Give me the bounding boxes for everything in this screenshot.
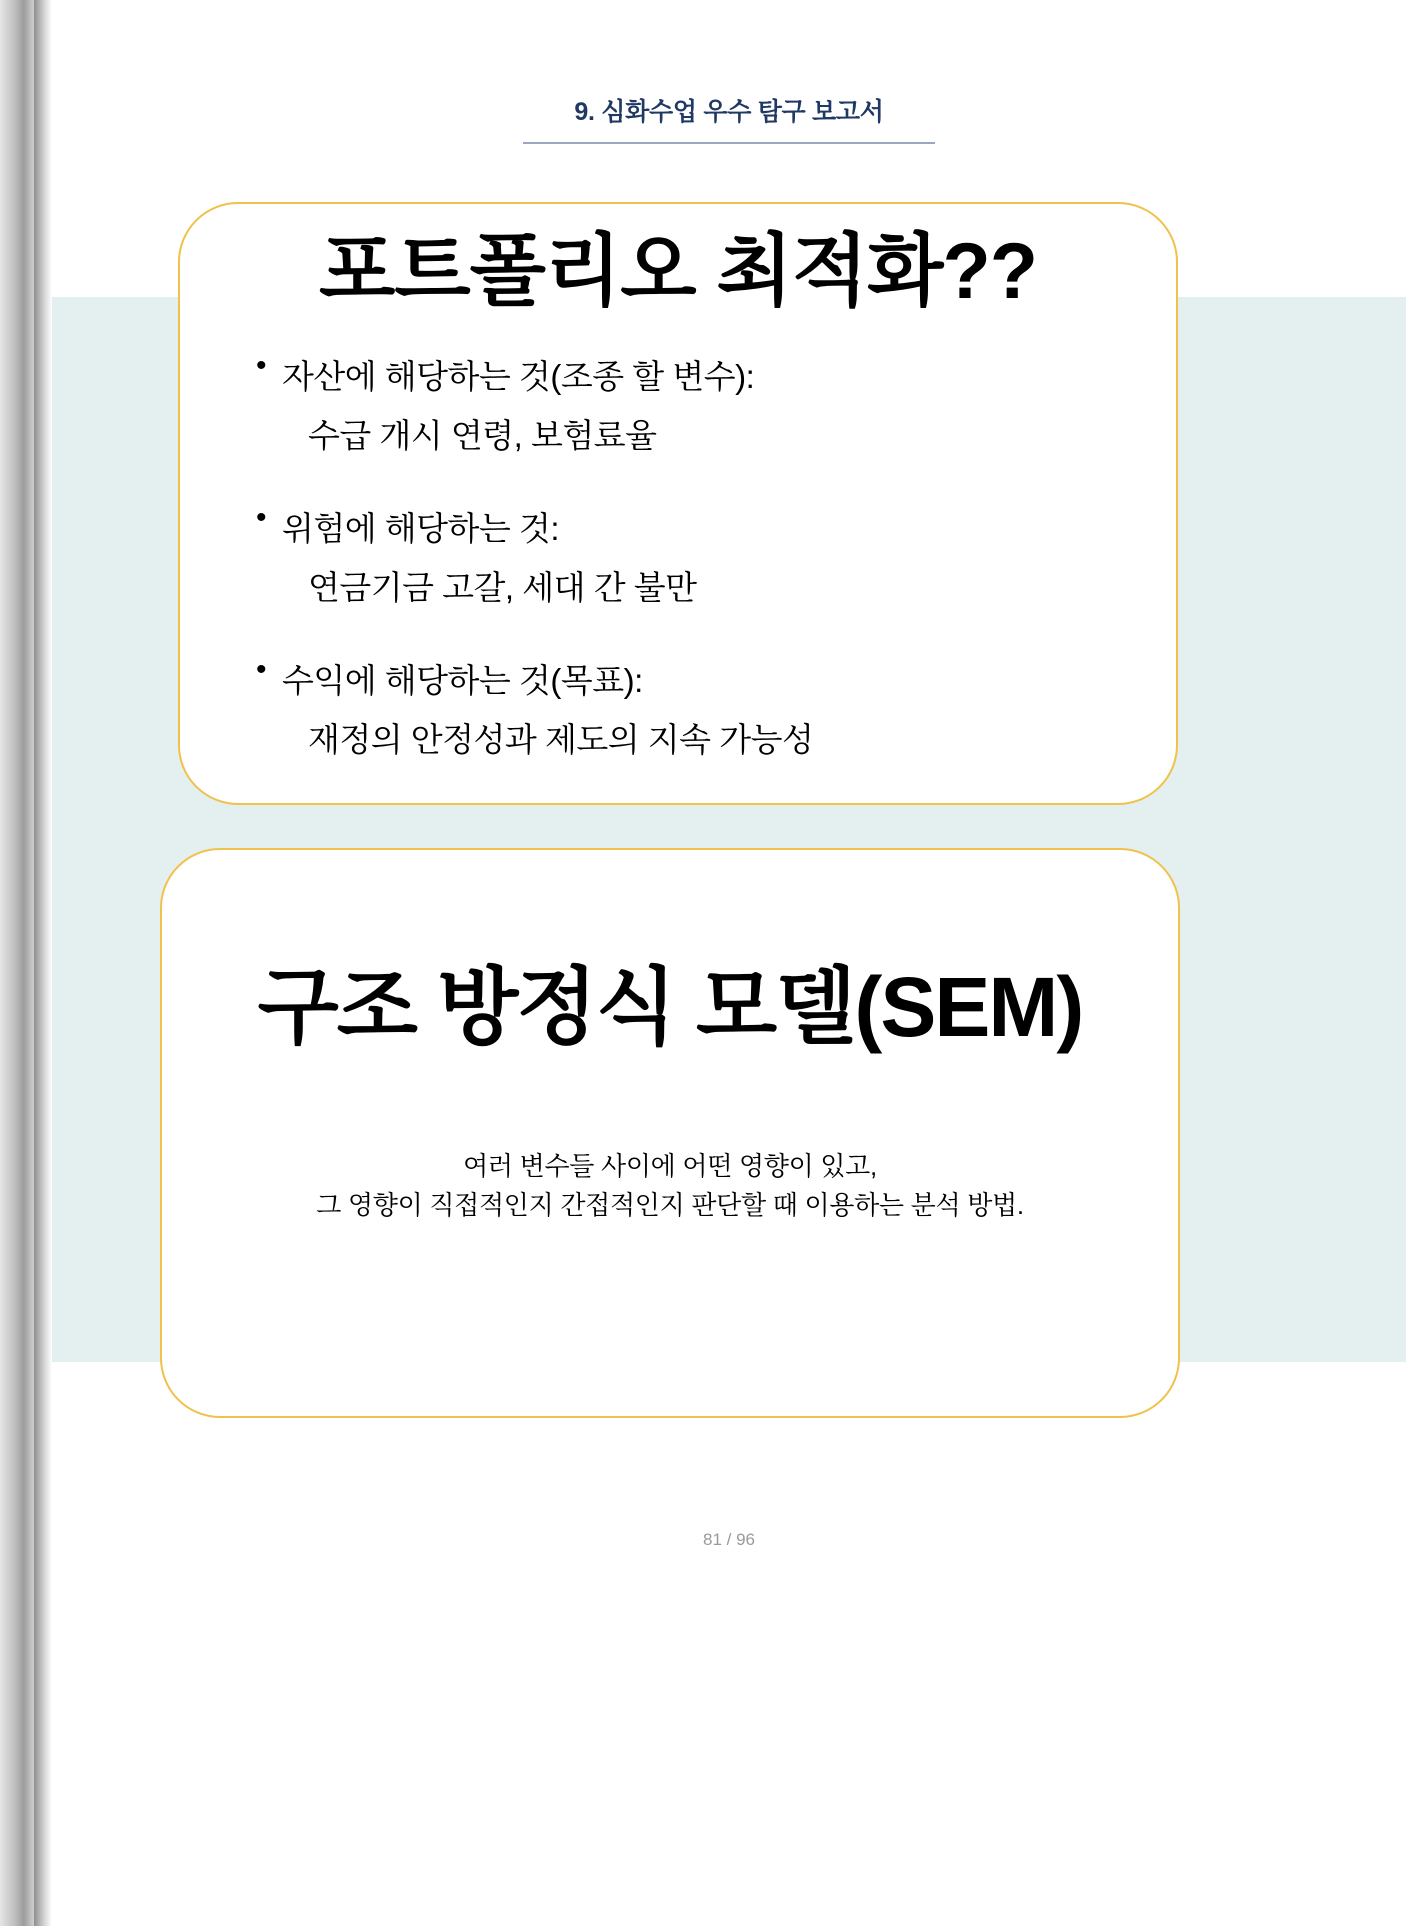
page-spine-shadow-outer bbox=[0, 0, 34, 1926]
description-line-1: 여러 변수들 사이에 어떤 영향이 있고, bbox=[463, 1151, 877, 1181]
list-item bbox=[256, 655, 1176, 761]
card-title-portfolio: 포트폴리오 최적화?? bbox=[319, 226, 1037, 315]
header-divider bbox=[523, 142, 935, 144]
bullet-primary-text: • 자산에 해당하는 것(조종 할 변수): bbox=[256, 351, 1176, 398]
card-description-sem bbox=[162, 1147, 1178, 1225]
description-line-2: 그 영향이 직접적인지 간접적인지 판단할 때 이용하는 분석 방법. bbox=[316, 1190, 1024, 1220]
page-title: 9. 심화수업 우수 탐구 보고서 bbox=[574, 98, 884, 126]
card-title-sem: 구조 방정식 모델(SEM) bbox=[257, 960, 1083, 1054]
list-item bbox=[256, 503, 1176, 609]
content-card-sem bbox=[160, 848, 1180, 1418]
list-item bbox=[256, 351, 1176, 457]
content-card-portfolio bbox=[178, 202, 1178, 805]
bullet-primary-text: • 수익에 해당하는 것(목표): bbox=[256, 655, 1176, 702]
slide-page bbox=[52, 0, 1406, 1926]
bullet-list bbox=[180, 351, 1176, 761]
slide-header bbox=[52, 92, 1406, 144]
page-spine-shadow-inner bbox=[34, 0, 52, 1926]
bullet-secondary-text: 연금기금 고갈, 세대 간 불만 bbox=[308, 569, 697, 607]
bullet-primary-text: • 위험에 해당하는 것: bbox=[256, 503, 1176, 550]
page-number-label: 81 / 96 bbox=[703, 1530, 755, 1549]
bullet-secondary-text: 수급 개시 연령, 보험료율 bbox=[308, 417, 657, 455]
bullet-secondary-text: 재정의 안정성과 제도의 지속 가능성 bbox=[308, 721, 814, 759]
